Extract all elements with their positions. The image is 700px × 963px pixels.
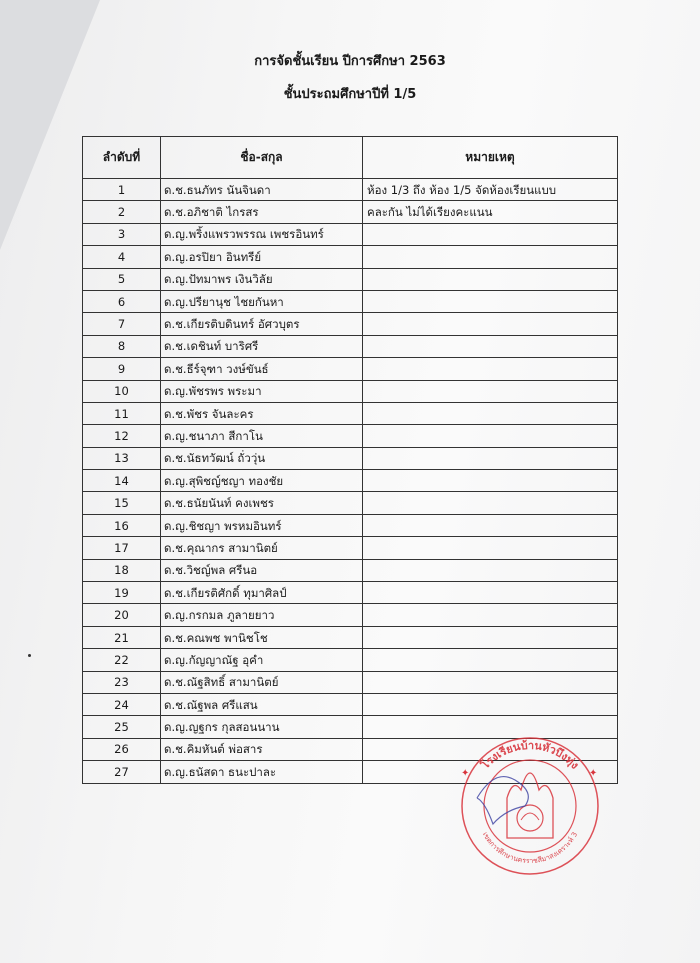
student-name: ด.ช.คุณากร สามานิตย์ [161, 537, 363, 559]
row-note [363, 425, 618, 447]
table-row [83, 559, 618, 581]
row-note: คละกัน ไม่ได้เรียงคะแนน [363, 201, 618, 223]
student-name: ด.ญ.อรปิยา อินทรีย์ [161, 246, 363, 268]
header-number: ลำดับที่ [83, 137, 161, 179]
row-note [363, 671, 618, 693]
row-note [363, 268, 618, 290]
table-row [83, 514, 618, 536]
row-note [363, 335, 618, 357]
student-name: ด.ช.ธนัยนันท์ คงเพชร [161, 492, 363, 514]
table-row [83, 582, 618, 604]
row-number: 26 [83, 738, 161, 760]
table-row [83, 380, 618, 402]
table-row [83, 358, 618, 380]
row-number: 21 [83, 626, 161, 648]
row-number: 7 [83, 313, 161, 335]
row-number: 23 [83, 671, 161, 693]
seal-top-text: โรงเรียนบ้านหัวบึงทุ่ง [478, 738, 582, 772]
table-row [83, 693, 618, 715]
student-name: ด.ญ.กรกมล ภูลายยาว [161, 604, 363, 626]
table-row [83, 671, 618, 693]
student-name: ด.ช.คณพช พานิชโช [161, 626, 363, 648]
student-name: ด.ช.ธีร์จุฑา วงษ์ขันธ์ [161, 358, 363, 380]
student-name: ด.ช.คิมหันต์ พ่อสาร [161, 738, 363, 760]
student-name: ด.ญ.ชนาภา สีกาโน [161, 425, 363, 447]
student-name: ด.ช.อภิชาติ ไกรสร [161, 201, 363, 223]
row-note [363, 492, 618, 514]
table-body [83, 179, 618, 784]
student-name: ด.ช.พัชร จันละคร [161, 402, 363, 424]
student-name: ด.ญ.ปัทมาพร เงินวิลัย [161, 268, 363, 290]
row-number: 2 [83, 201, 161, 223]
student-name: ด.ญ.พริ้งแพรวพรรณ เพชรอินทร์ [161, 223, 363, 245]
stray-mark [28, 654, 31, 657]
row-number: 16 [83, 514, 161, 536]
student-name: ด.ญ.พัชรพร พระมา [161, 380, 363, 402]
row-note [363, 223, 618, 245]
row-number: 12 [83, 425, 161, 447]
student-name: ด.ญ.ญฐกร กุลสอนนาน [161, 716, 363, 738]
student-name: ด.ญ.ธนัสดา ธนะปาละ [161, 761, 363, 783]
row-number: 10 [83, 380, 161, 402]
row-note [363, 402, 618, 424]
row-number: 15 [83, 492, 161, 514]
row-number: 9 [83, 358, 161, 380]
row-note [363, 313, 618, 335]
row-note [363, 604, 618, 626]
row-number: 1 [83, 179, 161, 201]
student-name: ด.ช.วิชญ์พล ศรีนอ [161, 559, 363, 581]
row-number: 22 [83, 649, 161, 671]
row-note [363, 626, 618, 648]
row-number: 6 [83, 290, 161, 312]
row-number: 19 [83, 582, 161, 604]
student-name: ด.ญ.ปรียานุช ไชยกันหา [161, 290, 363, 312]
row-note [363, 358, 618, 380]
row-number: 13 [83, 447, 161, 469]
row-number: 3 [83, 223, 161, 245]
student-name: ด.ช.นัธทวัฒน์ ถั่ววุ่น [161, 447, 363, 469]
svg-text:✦: ✦ [589, 768, 598, 779]
table-row [83, 179, 618, 201]
table-row [83, 604, 618, 626]
table-row [83, 626, 618, 648]
student-name: ด.ญ.สุพิชญ์ชญา ทองชัย [161, 470, 363, 492]
student-name: ด.ช.เดชินท์ บาริศรี [161, 335, 363, 357]
student-name: ด.ช.ณัฐสิทธิ์ สามานิตย์ [161, 671, 363, 693]
row-number: 4 [83, 246, 161, 268]
row-note [363, 582, 618, 604]
row-note [363, 649, 618, 671]
seal-bottom-text: เขตการศึกษานครราชสีมาสงเคราะห์ 3 [480, 830, 580, 866]
student-table [82, 136, 618, 784]
table-header-row [83, 137, 618, 179]
student-name: ด.ญ.กัญญาณัฐ อุคำ [161, 649, 363, 671]
row-note [363, 693, 618, 715]
table-row [83, 313, 618, 335]
row-note [363, 470, 618, 492]
table-row [83, 402, 618, 424]
svg-text:โรงเรียนบ้านหัวบึงทุ่ง [477, 739, 581, 772]
page-title: การจัดชั้นเรียน ปีการศึกษา 2563 [254, 54, 446, 69]
table-row [83, 649, 618, 671]
student-name: ด.ช.เกียรติศักดิ์ ทุมาศิลป์ [161, 582, 363, 604]
student-name: ด.ช.เกียรติบดินทร์ อัศวบุตร [161, 313, 363, 335]
row-note [363, 447, 618, 469]
table-row [83, 223, 618, 245]
row-note [363, 559, 618, 581]
page-subtitle: ชั้นประถมศึกษาปีที่ 1/5 [283, 87, 417, 102]
row-note [363, 380, 618, 402]
row-number: 20 [83, 604, 161, 626]
table-row [83, 425, 618, 447]
table-row [83, 335, 618, 357]
school-seal [455, 728, 605, 878]
table-row [83, 537, 618, 559]
row-number: 17 [83, 537, 161, 559]
row-number: 25 [83, 716, 161, 738]
header-name: ชื่อ-สกุล [161, 137, 363, 179]
row-note [363, 537, 618, 559]
row-note: ห้อง 1/3 ถึง ห้อง 1/5 จัดห้องเรียนแบบ [363, 179, 618, 201]
row-note [363, 514, 618, 536]
table-row [83, 201, 618, 223]
row-number: 5 [83, 268, 161, 290]
row-number: 27 [83, 761, 161, 783]
table-row [83, 268, 618, 290]
row-note [363, 246, 618, 268]
student-name: ด.ญ.ชิชญา พรหมอินทร์ [161, 514, 363, 536]
table-row [83, 447, 618, 469]
table-row [83, 492, 618, 514]
svg-text:✦: ✦ [461, 768, 470, 779]
student-name: ด.ช.ณัฐพล ศรีแสน [161, 693, 363, 715]
row-number: 8 [83, 335, 161, 357]
header-note: หมายเหตุ [363, 137, 618, 179]
table-row [83, 246, 618, 268]
row-number: 18 [83, 559, 161, 581]
table-row [83, 290, 618, 312]
row-number: 11 [83, 402, 161, 424]
row-number: 24 [83, 693, 161, 715]
student-name: ด.ช.ธนภัทร นันจินดา [161, 179, 363, 201]
row-note [363, 290, 618, 312]
row-number: 14 [83, 470, 161, 492]
table-row [83, 470, 618, 492]
